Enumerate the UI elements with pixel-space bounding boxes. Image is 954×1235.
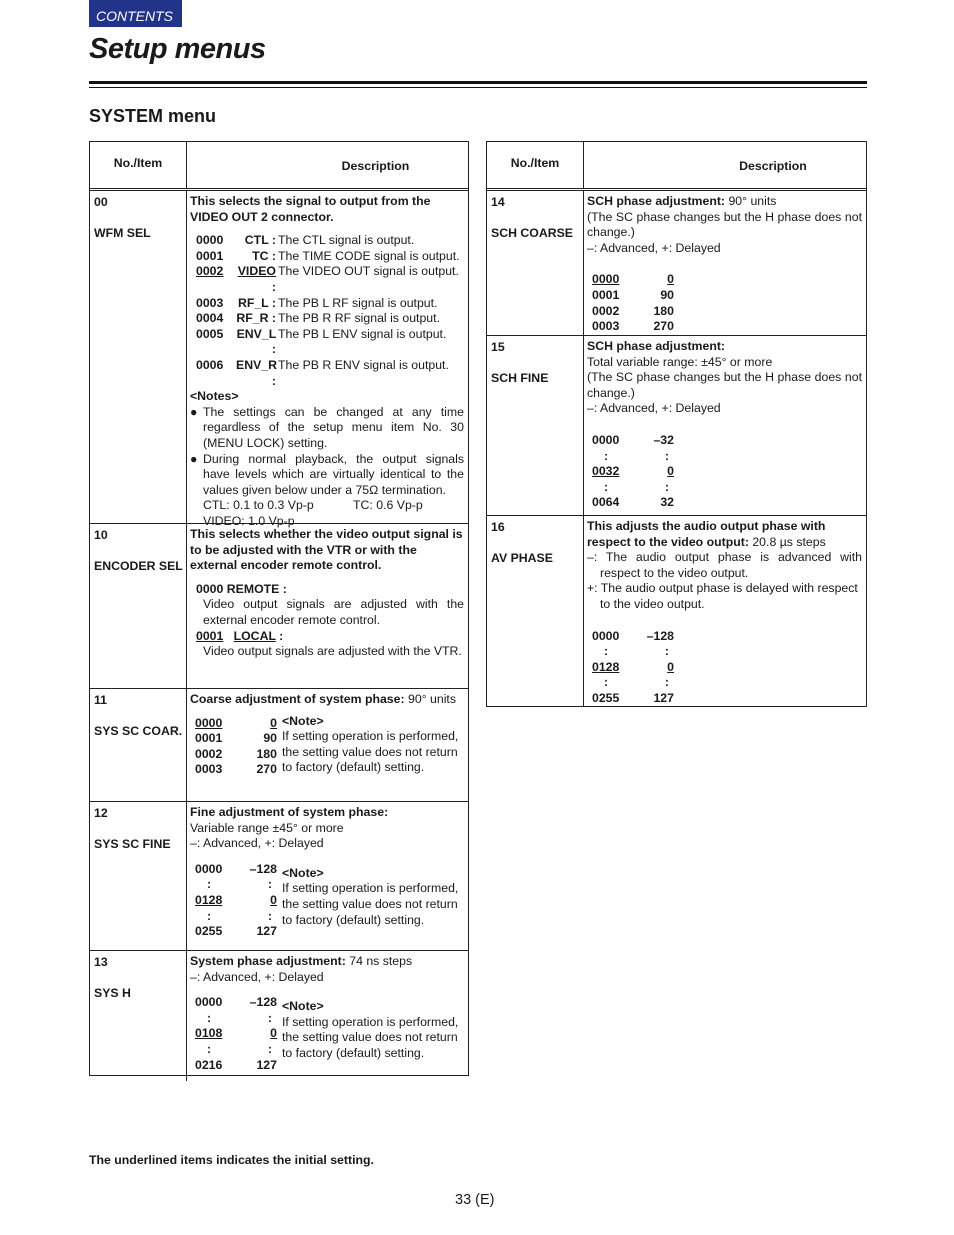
item-name: SCH FINE xyxy=(491,371,549,386)
item-name: ENCODER SEL xyxy=(94,559,183,574)
value-list: 0000 –32 : : 0032 0 : : 0064 32 xyxy=(592,432,674,510)
system-menu-table-left xyxy=(89,141,469,1076)
option-key: RF_R xyxy=(236,311,269,326)
option-code: 0001 xyxy=(196,248,224,263)
item-detail: –: Advanced, +: Delayed xyxy=(587,240,721,255)
header-no-item: No./Item xyxy=(90,142,187,188)
note: <Note> If setting operation is performed, the setting value does not return to factory (default) setting. xyxy=(282,999,459,1060)
option-key: TC xyxy=(252,248,269,263)
note-item: ● The settings can be changed at any time regardless of the setup menu item No. 30 (MENU LOCK) setting. xyxy=(190,404,464,450)
table-header xyxy=(487,142,866,191)
option-desc: The VIDEO OUT signal is output. xyxy=(278,264,459,279)
item-number: 00 xyxy=(94,195,108,209)
contents-link[interactable]: CONTENTS xyxy=(89,0,182,27)
option-local-desc: Video output signals are adjusted with the VTR. xyxy=(203,644,462,659)
item-number: 15 xyxy=(491,340,505,354)
table-header xyxy=(90,142,468,191)
table-row xyxy=(90,950,468,1081)
value-list: 0000 –128 : : 0128 0 : : 0255 127 xyxy=(592,628,674,705)
header-no-item: No./Item xyxy=(487,142,584,188)
footnote: The underlined items indicates the initial setting. xyxy=(89,1153,374,1167)
note: <Note> If setting operation is performed, the setting value does not return to factory (default) setting. xyxy=(282,865,459,927)
item-lead: This selects whether the video output signal is to be adjusted with the VTR or with the external encoder remote control. xyxy=(190,527,463,573)
table-row xyxy=(90,688,468,801)
header-description: Description xyxy=(341,159,410,173)
description-cell xyxy=(587,191,862,339)
description-cell xyxy=(587,516,862,711)
item-cell xyxy=(491,195,581,242)
item-detail: –: Advanced, +: Delayed xyxy=(190,969,324,984)
item-number: 10 xyxy=(94,528,108,542)
option-desc: The PB L ENV signal is output. xyxy=(278,326,447,341)
item-name: WFM SEL xyxy=(94,226,151,241)
item-cell xyxy=(94,806,184,853)
item-lead: SCH phase adjustment: 90° units xyxy=(587,194,777,208)
table-row xyxy=(90,523,468,688)
item-number: 11 xyxy=(94,693,107,707)
item-lead: This adjusts the audio output phase with respect to the video output: 20.8 µs steps xyxy=(587,519,826,549)
item-name: SYS SC FINE xyxy=(94,837,171,852)
item-cell xyxy=(94,693,184,740)
item-detail: –: Advanced, +: Delayed xyxy=(587,401,721,416)
item-detail: Total variable range: ±45° or more xyxy=(587,354,773,369)
option-key: CTL xyxy=(244,233,269,248)
item-number: 12 xyxy=(94,806,108,820)
option-code: 0004 xyxy=(196,311,224,326)
option-desc: The PB R RF signal is output. xyxy=(278,311,440,326)
item-detail: (The SC phase changes but the H phase does not change.) xyxy=(587,209,862,240)
table-row xyxy=(487,335,866,515)
item-number: 14 xyxy=(491,195,505,209)
section-title: SYSTEM menu xyxy=(89,106,217,126)
option-desc: The PB L RF signal is output. xyxy=(278,295,438,310)
option-code-default: 0002 xyxy=(196,264,224,279)
note: <Note> If setting operation is performed, the setting value does not return to factory (default) setting. xyxy=(282,713,459,775)
item-detail: –: Advanced, +: Delayed xyxy=(190,836,324,851)
option-desc: The PB R ENV signal is output. xyxy=(278,357,449,372)
signal-levels: CTL: 0.1 to 0.3 Vp-p TC: 0.6 Vp-p xyxy=(203,498,423,513)
option-remote: 0000 REMOTE : xyxy=(196,581,287,596)
option-code: 0006 xyxy=(196,357,224,372)
option-key: RF_L xyxy=(237,295,269,310)
title-rule-thin xyxy=(89,87,867,88)
video-level: VIDEO: 1.0 Vp-p xyxy=(203,513,295,528)
option-code: 0003 xyxy=(196,295,224,310)
description-cell xyxy=(190,689,464,782)
page-number: 33 (E) xyxy=(455,1192,495,1208)
value-list: 0000 0 0001 90 0002 180 0003 270 xyxy=(195,715,277,777)
item-number: 13 xyxy=(94,955,108,969)
item-lead: Fine adjustment of system phase: xyxy=(190,805,389,819)
header-description: Description xyxy=(739,159,807,173)
table-row xyxy=(487,515,866,706)
item-name: SCH COARSE xyxy=(491,226,573,241)
option-key-default: VIDEO xyxy=(237,264,276,279)
item-lead: Coarse adjustment of system phase: 90° units xyxy=(190,692,456,706)
option-key: ENV_L xyxy=(236,326,276,341)
item-cell xyxy=(491,520,581,567)
option-code: 0005 xyxy=(196,326,224,341)
item-detail: (The SC phase changes but the H phase does not change.) xyxy=(587,370,862,400)
item-detail: –: The audio output phase is advanced with respect to the video output. xyxy=(587,550,862,580)
description-cell xyxy=(190,524,464,664)
value-list: 0000 –128 : : 0108 0 : : 0216 127 xyxy=(195,995,277,1072)
notes-label: <Notes> xyxy=(190,389,239,404)
option-code: 0000 xyxy=(196,233,224,248)
item-name: SYS SC COAR. xyxy=(94,724,183,739)
value-list: 0000 –128 : : 0128 0 : : 0255 127 xyxy=(195,861,277,939)
item-name: AV PHASE xyxy=(491,551,553,566)
item-detail: +: The audio output phase is delayed with respect to the video output. xyxy=(587,581,858,611)
option-desc: The CTL signal is output. xyxy=(278,233,415,248)
item-cell xyxy=(94,195,184,242)
option-local: 0001 LOCAL : xyxy=(196,628,284,643)
note-item: ● During normal playback, the output signals have levels which are virtually identical to the values given below under a 75Ω termination. xyxy=(190,451,464,497)
table-row xyxy=(487,191,866,335)
title-rule xyxy=(89,81,867,84)
description-cell xyxy=(190,951,464,1077)
item-name: SYS H xyxy=(94,986,131,1001)
table-row xyxy=(90,801,468,950)
system-menu-table-right xyxy=(486,141,867,707)
option-desc: The TIME CODE signal is output. xyxy=(278,248,460,263)
item-number: 16 xyxy=(491,520,505,534)
item-lead: System phase adjustment: 74 ns steps xyxy=(190,954,413,968)
description-cell: This selects the signal to output from the VIDEO OUT 2 connector. 0000 CTL : The CTL signal is output. 0001 TC : The TIME CODE signal is output. 0002 VIDEO : The VIDEO OUT signal is output. 0003 RF_L : The PB L RF signal is output. 0004 RF_R : The PB R RF signal is output. 0005 ENV_L : The PB L ENV signal is output. 0006 ENV_R : The PB R ENV signal is output. <Notes> ● The settings can be changed at any time regardless of the setup menu item No. 30 (MENU LOCK) setting. ● During normal playback, the output signals have levels which are virtually identical to the values given below under a 75Ω termination. CTL: 0.1 to 0.3 Vp-p TC: 0.6 Vp-p VIDEO: 1.0 Vp-p xyxy=(190,194,464,528)
description-cell xyxy=(587,336,862,515)
item-cell xyxy=(491,340,581,387)
item-detail: Variable range ±45° or more xyxy=(190,820,344,835)
item-cell xyxy=(94,528,184,575)
item-cell xyxy=(94,955,184,1002)
value-list: 0000 0 0001 90 0002 180 0003 270 xyxy=(592,272,674,334)
table-row xyxy=(90,191,468,528)
item-lead: SCH phase adjustment: xyxy=(587,339,726,353)
page-title: Setup menus xyxy=(89,33,266,65)
description-cell xyxy=(190,802,464,944)
option-key: ENV_R xyxy=(236,357,278,372)
item-lead: This selects the signal to output from the VIDEO OUT 2 connector. xyxy=(190,194,431,224)
option-remote-desc: Video output signals are adjusted with the external encoder remote control. xyxy=(203,597,464,627)
